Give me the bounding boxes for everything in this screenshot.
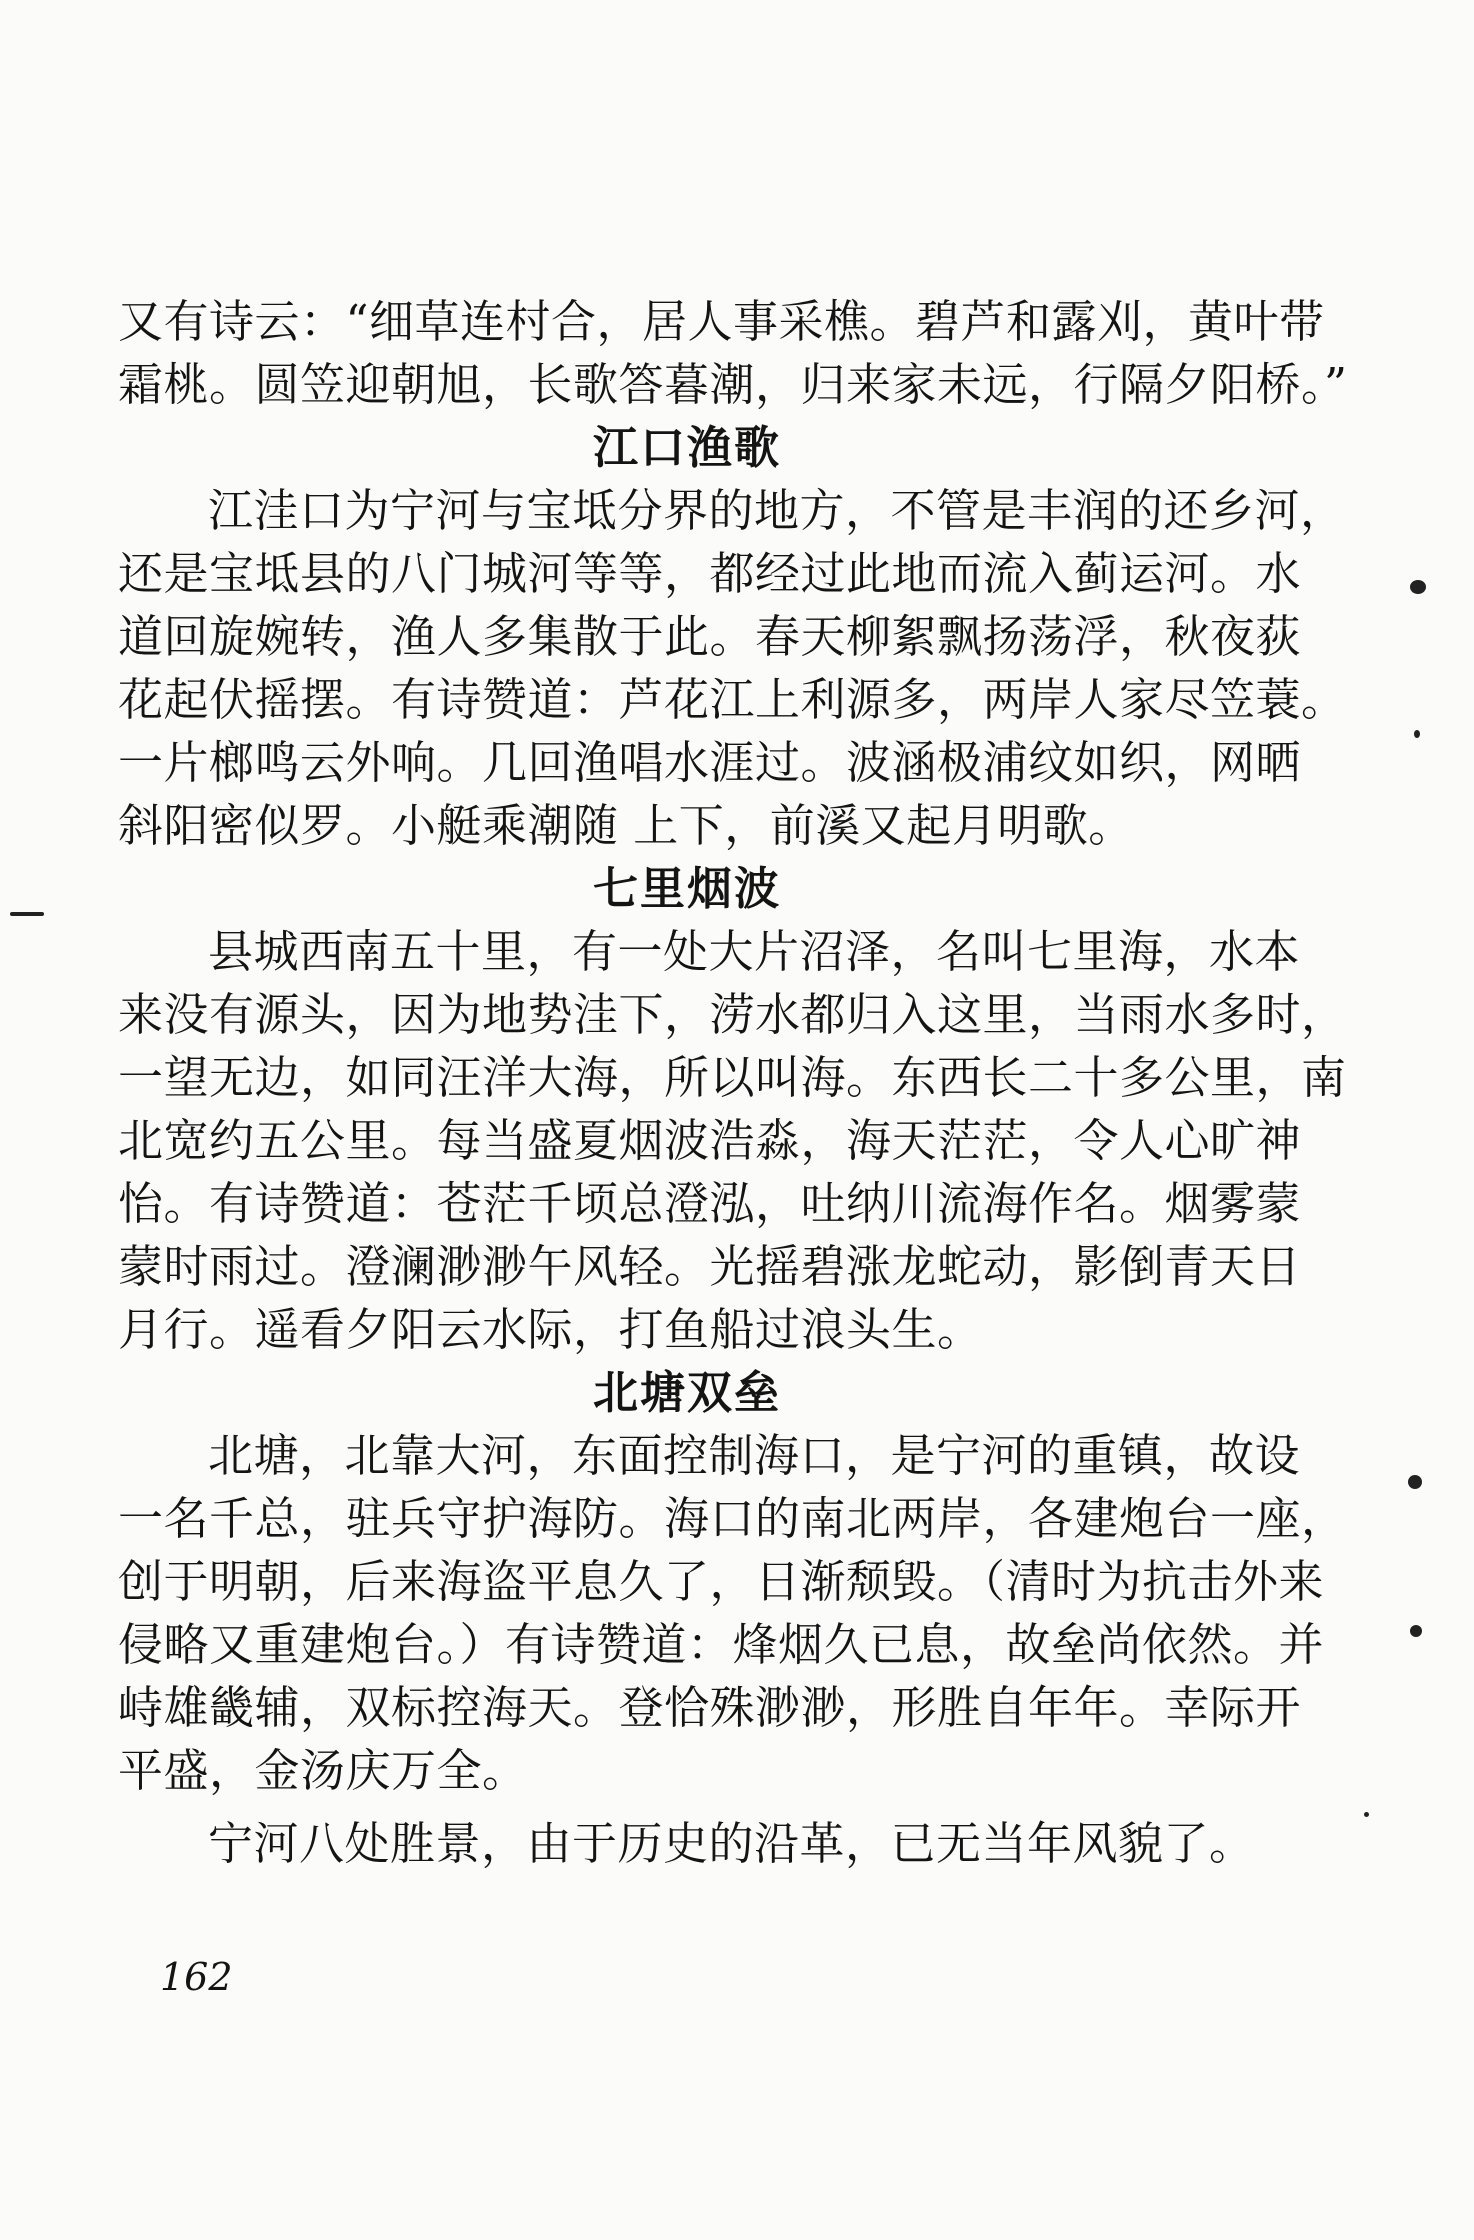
section-heading: 七里烟波 — [592, 862, 781, 915]
text-line: 北宽约五公里。每当盛夏烟波浩淼，海天茫茫，令人心旷神 — [118, 1114, 1302, 1167]
text-line: 一望无边，如同汪洋大海，所以叫海。东西长二十多公里，南 — [118, 1051, 1347, 1104]
text-line: 创于明朝，后来海盗平息久了，日渐颓毁。（清时为抗击外来 — [118, 1555, 1325, 1608]
page-body — [118, 290, 1348, 1875]
text-line: 又有诗云：“细草连村合，居人事采樵。碧芦和露刈，黄叶带 — [118, 295, 1325, 348]
text-line: 北塘，北靠大河，东面控制海口，是宁河的重镇，故设 — [208, 1429, 1301, 1482]
text-line: 怡。有诗赞道：苍茫千顷总澄泓，吐纳川流海作名。烟雾蒙 — [118, 1177, 1302, 1230]
text-line: 花起伏摇摆。有诗赞道：芦花江上利源多，两岸人家尽笠蓑。 — [118, 673, 1347, 726]
text-line: 江洼口为宁河与宝坻分界的地方，不管是丰润的还乡河， — [208, 484, 1346, 537]
scan-speck — [10, 912, 44, 916]
text-line: 一片榔鸣云外响。几回渔唱水涯过。波涵极浦纹如织，网晒 — [118, 736, 1302, 789]
text-line: 峙雄畿辅，双标控海天。登恰殊渺渺，形胜自年年。幸际开 — [118, 1681, 1302, 1734]
scan-speck — [1408, 1475, 1422, 1489]
section-heading: 江口渔歌 — [592, 421, 781, 474]
text-line: 平盛，金汤庆万全。 — [118, 1744, 528, 1797]
text-line: 侵略又重建炮台。）有诗赞道：烽烟久已息，故垒尚依然。并 — [118, 1618, 1325, 1671]
text-line: 一名千总，驻兵守护海防。海口的南北两岸，各建炮台一座， — [118, 1492, 1347, 1545]
text-line: 县城西南五十里，有一处大片沼泽，名叫七里海，水本 — [208, 925, 1301, 978]
section-heading: 北塘双垒 — [592, 1366, 781, 1419]
text-line: 来没有源头，因为地势洼下，涝水都归入这里，当雨水多时， — [118, 988, 1347, 1041]
text-line: 斜阳密似罗。小艇乘潮随 上下，前溪又起月明歌。 — [118, 799, 1134, 852]
text-line: 蒙时雨过。澄澜渺渺午风轻。光摇碧涨龙蛇动，影倒青天日 — [118, 1240, 1302, 1293]
text-line: 霜桃。圆笠迎朝旭，长歌答暮潮，归来家未远，行隔夕阳桥。” — [118, 358, 1348, 411]
text-line: 宁河八处胜景，由于历史的沿革，已无当年风貌了。 — [208, 1817, 1255, 1870]
page-number: 162 — [160, 1955, 233, 1999]
text-line: 月行。遥看夕阳云水际，打鱼船过浪头生。 — [118, 1303, 983, 1356]
scan-speck — [1410, 580, 1426, 594]
scan-speck — [1414, 730, 1420, 738]
scan-speck — [1410, 1625, 1422, 1637]
text-line: 道回旋婉转，渔人多集散于此。春天柳絮飘扬荡浮，秋夜荻 — [118, 610, 1302, 663]
text-line: 还是宝坻县的八门城河等等，都经过此地而流入蓟运河。水 — [118, 547, 1302, 600]
scan-speck — [1364, 1812, 1369, 1817]
